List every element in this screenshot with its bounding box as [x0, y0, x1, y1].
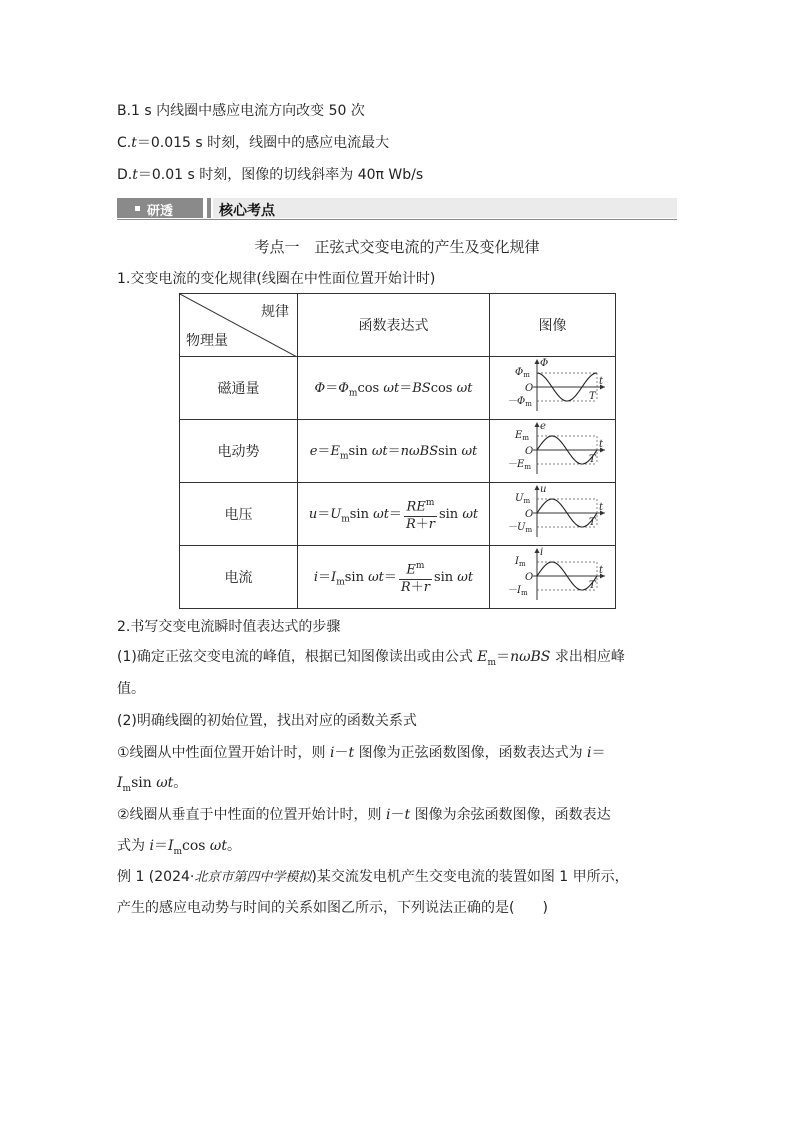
row-expression: $\Phi=\Phi_m\cos$ ωt＝BScos ωt	[298, 357, 490, 420]
period-label: T	[588, 391, 596, 402]
table-corner-cell	[180, 294, 298, 357]
y-axis-label: i	[539, 547, 543, 558]
peak-label: $I_m$	[514, 556, 526, 568]
current-sin-graph	[493, 546, 613, 604]
banner-right-block	[213, 198, 677, 218]
step-1-text: (1)确定正弦交变电流的峰值，根据已知图像读出或由公式	[117, 649, 478, 665]
step-2: (2)明确线圈的初始位置，找出对应的函数关系式	[117, 713, 417, 729]
option-c-var: t	[131, 135, 137, 151]
option-c-text: ＝0.015 s 时刻，线圈中的感应电流最大	[136, 135, 390, 151]
example-1	[117, 867, 629, 888]
banner-divider	[207, 198, 211, 218]
x-axis-label: t	[598, 376, 603, 387]
example-1-cont: 产生的感应电动势与时间的关系如图乙所示，下列说法正确的是( )	[117, 900, 548, 916]
step-1: (1)确定正弦交变电流的峰值，根据已知图像读出或由公式 $E_m=n\omega BS$ 求出相应峰	[117, 649, 625, 668]
example-source: 北京市第四中学模拟	[194, 870, 312, 885]
ac-rules-table	[179, 293, 616, 609]
corner-bottom-label: 物理量	[186, 333, 228, 349]
option-d-prefix: D.	[117, 167, 133, 183]
row-expression: $i=I_m\sin$ ωt＝ $\frac{E^m}{R+r}$ sin ωt	[298, 546, 490, 609]
table-row	[180, 483, 616, 546]
table-row	[180, 357, 616, 420]
item-1-text-end: 图像为正弦函数图像，函数表达式为	[354, 745, 588, 761]
flux-cos-graph	[493, 357, 613, 415]
row-expression: $e=E_m\sin$ ωt＝nωBSsin ωt	[298, 420, 490, 483]
period-label: T	[588, 454, 596, 465]
banner-left-block	[117, 198, 203, 218]
square-bullet-icon	[135, 206, 140, 211]
heading-1: 1.交变电流的变化规律(线圈在中性面位置开始计时)	[117, 271, 436, 287]
emf-sin-graph	[493, 420, 613, 478]
item-1-cont: $I_m\sin$ ωt。	[117, 775, 188, 794]
x-axis-label: t	[598, 502, 603, 513]
origin-label: O	[524, 572, 533, 583]
voltage-sin-graph	[493, 483, 613, 541]
table-row	[180, 546, 616, 609]
row-graph	[490, 357, 616, 420]
row-graph	[490, 420, 616, 483]
y-axis-label: Φ	[539, 358, 548, 369]
option-d-text: ＝0.01 s 时刻，图像的切线斜率为 40π Wb/s	[137, 167, 424, 183]
x-axis-label: t	[598, 565, 603, 576]
y-axis-arrow-icon	[534, 548, 539, 553]
option-b	[117, 101, 365, 121]
row-quantity: 电压	[180, 483, 298, 546]
item-2-text-end: 图像为余弦函数图像，函数表达	[410, 807, 611, 823]
example-text: )某交流发电机产生交变电流的装置如图 1 甲所示，	[311, 869, 629, 885]
header-graph: 图像	[490, 294, 616, 357]
row-graph	[490, 483, 616, 546]
section-banner	[117, 198, 677, 220]
item-2-text: ②线圈从垂直于中性面的位置开始计时，则	[117, 807, 386, 823]
row-expression: $u=U_m\sin$ ωt＝ $\frac{RE^m}{R+r}$ sin ωt	[298, 483, 490, 546]
item-2: ②线圈从垂直于中性面的位置开始计时，则 i－t 图像为余弦函数图像，函数表达	[117, 807, 611, 823]
banner-right-label: 核心考点	[219, 203, 275, 219]
y-axis-arrow-icon	[534, 359, 539, 364]
y-axis-label: e	[539, 421, 546, 432]
period-label: T	[588, 517, 596, 528]
item-1-text: ①线圈从中性面位置开始计时，则	[117, 745, 331, 761]
table-row	[180, 420, 616, 483]
option-c	[117, 133, 389, 153]
period-label: T	[588, 580, 596, 591]
item-1: ①线圈从中性面位置开始计时，则 i－t 图像为正弦函数图像，函数表达式为 i＝	[117, 745, 606, 761]
banner-left-label: 研透	[147, 204, 174, 219]
trough-label: $-U_m$	[506, 522, 532, 534]
y-axis-arrow-icon	[534, 422, 539, 427]
row-quantity: 电流	[180, 546, 298, 609]
trough-label: $-I_m$	[506, 585, 528, 597]
origin-label: O	[524, 383, 533, 394]
header-expr: 函数表达式	[298, 294, 490, 357]
peak-label: $U_m$	[514, 493, 530, 505]
x-axis-label: t	[598, 439, 603, 450]
trough-label: $-\Phi_m$	[506, 396, 532, 408]
option-d-var: t	[132, 167, 138, 183]
y-axis-label: u	[539, 484, 546, 495]
banner-rule	[117, 219, 677, 220]
y-axis-arrow-icon	[534, 485, 539, 490]
peak-label: $E_m$	[514, 430, 529, 442]
trough-label: $-E_m$	[506, 459, 531, 471]
peak-label: $\Phi_m$	[514, 367, 530, 379]
step-1-cont: 值。	[117, 681, 145, 697]
option-d	[117, 165, 423, 185]
example-label: 例 1 (2024·	[117, 869, 195, 885]
row-quantity: 磁通量	[180, 357, 298, 420]
heading-2: 2.书写交变电流瞬时值表达式的步骤	[117, 619, 341, 635]
option-c-prefix: C.	[117, 135, 132, 151]
origin-label: O	[524, 446, 533, 457]
option-b-text: B.1 s 内线圈中感应电流方向改变 50 次	[117, 103, 365, 119]
step-1-text-end: 求出相应峰	[554, 649, 625, 665]
item-2-cont: 式为 $i=I_m\cos$ ωt。	[117, 838, 241, 857]
corner-top-label: 规律	[261, 304, 289, 320]
item-2-prefix: 式为	[117, 838, 150, 854]
section-title: 考点一 正弦式交变电流的产生及变化规律	[254, 238, 540, 256]
row-quantity: 电动势	[180, 420, 298, 483]
row-graph	[490, 546, 616, 609]
origin-label: O	[524, 509, 533, 520]
